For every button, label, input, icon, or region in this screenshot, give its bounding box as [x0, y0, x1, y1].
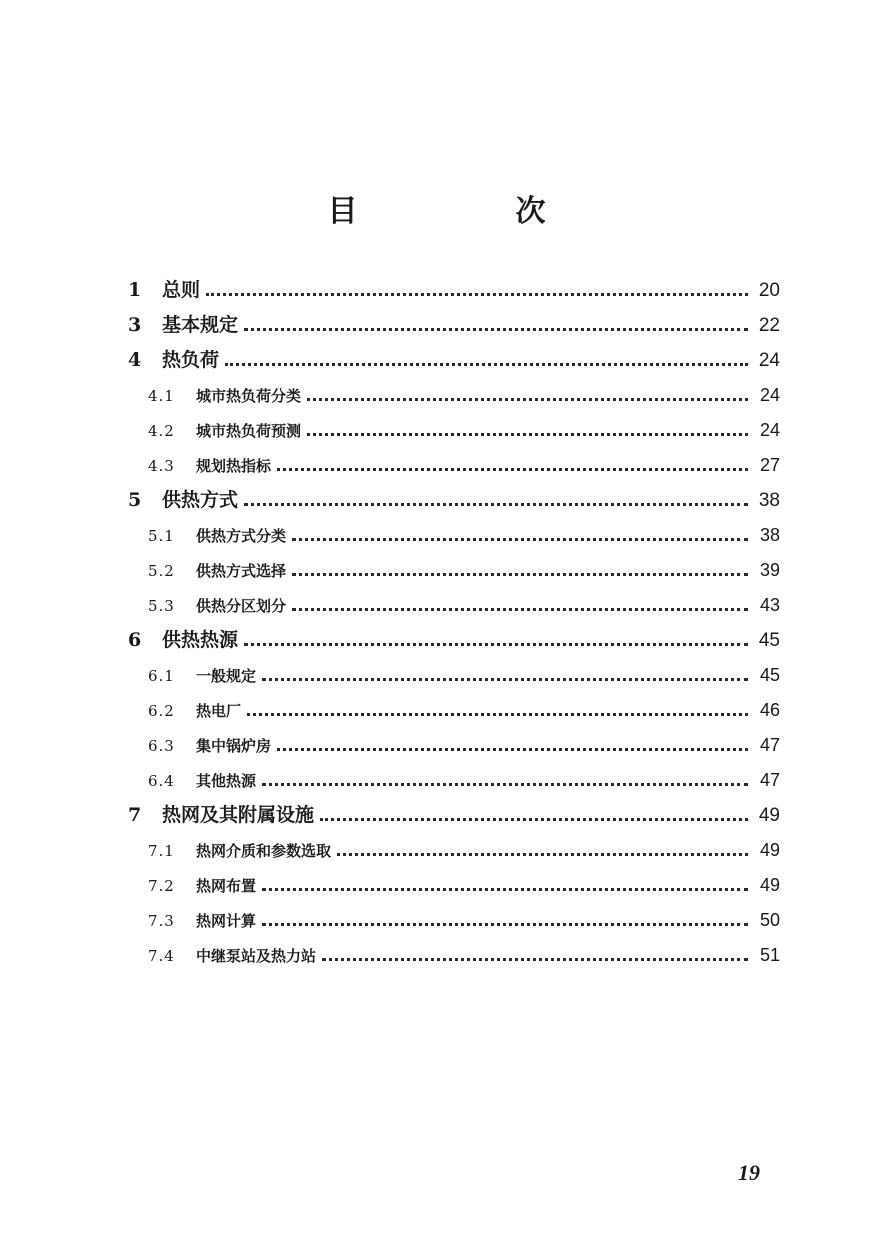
toc-entry-title: 中继泵站及热力站	[196, 947, 317, 965]
dot-leader	[292, 608, 748, 611]
dot-leader	[337, 853, 748, 856]
toc-entry-title: 供热方式分类	[196, 527, 287, 545]
toc-entry-number: 7.3	[148, 912, 175, 930]
toc-entry-page: 45	[759, 665, 780, 685]
toc-entry-page: 38	[759, 525, 780, 545]
toc-entry-title: 热负荷	[162, 349, 220, 371]
toc-entry-number: 6	[128, 629, 142, 651]
toc-entry-number: 4.1	[148, 387, 175, 405]
toc-section-entry[interactable]	[148, 660, 780, 690]
toc-entry-page: 46	[759, 700, 780, 720]
toc-section-entry[interactable]	[148, 765, 780, 795]
dot-leader	[262, 783, 748, 786]
toc-entry-title: 规划热指标	[196, 457, 272, 475]
toc-entry-page: 49	[759, 875, 780, 895]
toc-entry-page: 49	[759, 840, 780, 860]
toc-section-entry[interactable]	[148, 450, 780, 480]
toc-entry-number: 1	[128, 279, 142, 301]
toc-section-entry[interactable]	[148, 835, 780, 865]
toc-entry-page: 49	[758, 805, 780, 826]
toc-entry-page: 27	[759, 455, 780, 475]
dot-leader	[277, 468, 748, 471]
toc-entry-page: 50	[759, 910, 780, 930]
toc-entry-title: 城市热负荷分类	[196, 387, 302, 405]
toc-entry-number: 4	[128, 349, 142, 371]
toc-entry-page: 24	[759, 420, 780, 440]
dot-leader	[307, 398, 748, 401]
toc-entry-page: 47	[759, 770, 780, 790]
toc-entry-number: 5.1	[148, 527, 175, 545]
toc-chapter-entry[interactable]	[128, 485, 780, 515]
dot-leader	[225, 363, 748, 366]
toc-section-entry[interactable]	[148, 940, 780, 970]
toc-section-entry[interactable]	[148, 415, 780, 445]
dot-leader	[206, 293, 748, 296]
toc-entry-number: 7	[128, 804, 142, 826]
toc-entry-number: 7.2	[148, 877, 175, 895]
toc-entry-page: 22	[758, 315, 780, 336]
toc-entry-title: 供热方式	[162, 489, 239, 511]
toc-entry-number: 5.3	[148, 597, 175, 615]
toc-section-entry[interactable]	[148, 905, 780, 935]
dot-leader	[262, 678, 748, 681]
toc-chapter-entry[interactable]	[128, 275, 780, 305]
toc-section-entry[interactable]	[148, 380, 780, 410]
toc-entry-page: 45	[758, 630, 780, 651]
toc-entry-number: 7.4	[148, 947, 175, 965]
dot-leader	[292, 573, 748, 576]
toc-entry-number: 6.3	[148, 737, 175, 755]
toc-section-entry[interactable]	[148, 870, 780, 900]
toc-entry-title: 集中锅炉房	[196, 737, 272, 755]
toc-entry-title: 供热方式选择	[196, 562, 287, 580]
dot-leader	[244, 328, 748, 331]
toc-entry-title: 城市热负荷预测	[196, 422, 302, 440]
toc-entry-number: 4.2	[148, 422, 175, 440]
toc-entry-page: 47	[759, 735, 780, 755]
toc-entry-title: 热网计算	[196, 912, 257, 930]
toc-chapter-entry[interactable]	[128, 345, 780, 375]
dot-leader	[244, 503, 748, 506]
toc-chapter-entry[interactable]	[128, 625, 780, 655]
toc-entry-number: 7.1	[148, 842, 175, 860]
dot-leader	[262, 888, 748, 891]
dot-leader	[277, 748, 748, 751]
toc-chapter-entry[interactable]	[128, 800, 780, 830]
dot-leader	[244, 643, 748, 646]
toc-entry-title: 热网介质和参数选取	[196, 842, 332, 860]
toc-entry-page: 39	[759, 560, 780, 580]
toc-entry-page: 24	[759, 385, 780, 405]
dot-leader	[307, 433, 748, 436]
page-title: 目 次	[327, 194, 610, 229]
toc-chapter-entry[interactable]	[128, 310, 780, 340]
toc-entry-title: 一般规定	[196, 667, 257, 685]
toc-entry-page: 43	[759, 595, 780, 615]
toc-section-entry[interactable]	[148, 555, 780, 585]
page-number: 19	[738, 1160, 760, 1185]
dot-leader	[320, 818, 748, 821]
toc-entry-title: 其他热源	[196, 772, 257, 790]
toc-entry-page: 38	[758, 490, 780, 511]
toc-entry-number: 6.1	[148, 667, 175, 685]
toc-entry-title: 供热热源	[162, 629, 239, 651]
toc-entry-number: 5	[128, 489, 142, 511]
toc-section-entry[interactable]	[148, 695, 780, 725]
toc-entry-number: 6.4	[148, 772, 175, 790]
toc-section-entry[interactable]	[148, 590, 780, 620]
toc-entry-number: 5.2	[148, 562, 175, 580]
dot-leader	[322, 958, 748, 961]
dot-leader	[292, 538, 748, 541]
dot-leader	[247, 713, 748, 716]
toc-entry-number: 3	[128, 314, 142, 336]
toc-entry-page: 20	[758, 280, 780, 301]
toc-section-entry[interactable]	[148, 520, 780, 550]
toc-entry-number: 4.3	[148, 457, 175, 475]
toc-entry-page: 24	[758, 350, 780, 371]
toc-entry-title: 热电厂	[196, 702, 242, 720]
toc-section-entry[interactable]	[148, 730, 780, 760]
toc-entry-title: 热网及其附属设施	[162, 804, 315, 826]
toc-entry-number: 6.2	[148, 702, 175, 720]
toc-entry-title: 基本规定	[162, 314, 239, 336]
toc-entry-page: 51	[759, 945, 780, 965]
toc-entry-title: 总则	[162, 279, 201, 301]
toc-entry-title: 供热分区划分	[196, 597, 287, 615]
toc-entry-title: 热网布置	[196, 877, 257, 895]
dot-leader	[262, 923, 748, 926]
